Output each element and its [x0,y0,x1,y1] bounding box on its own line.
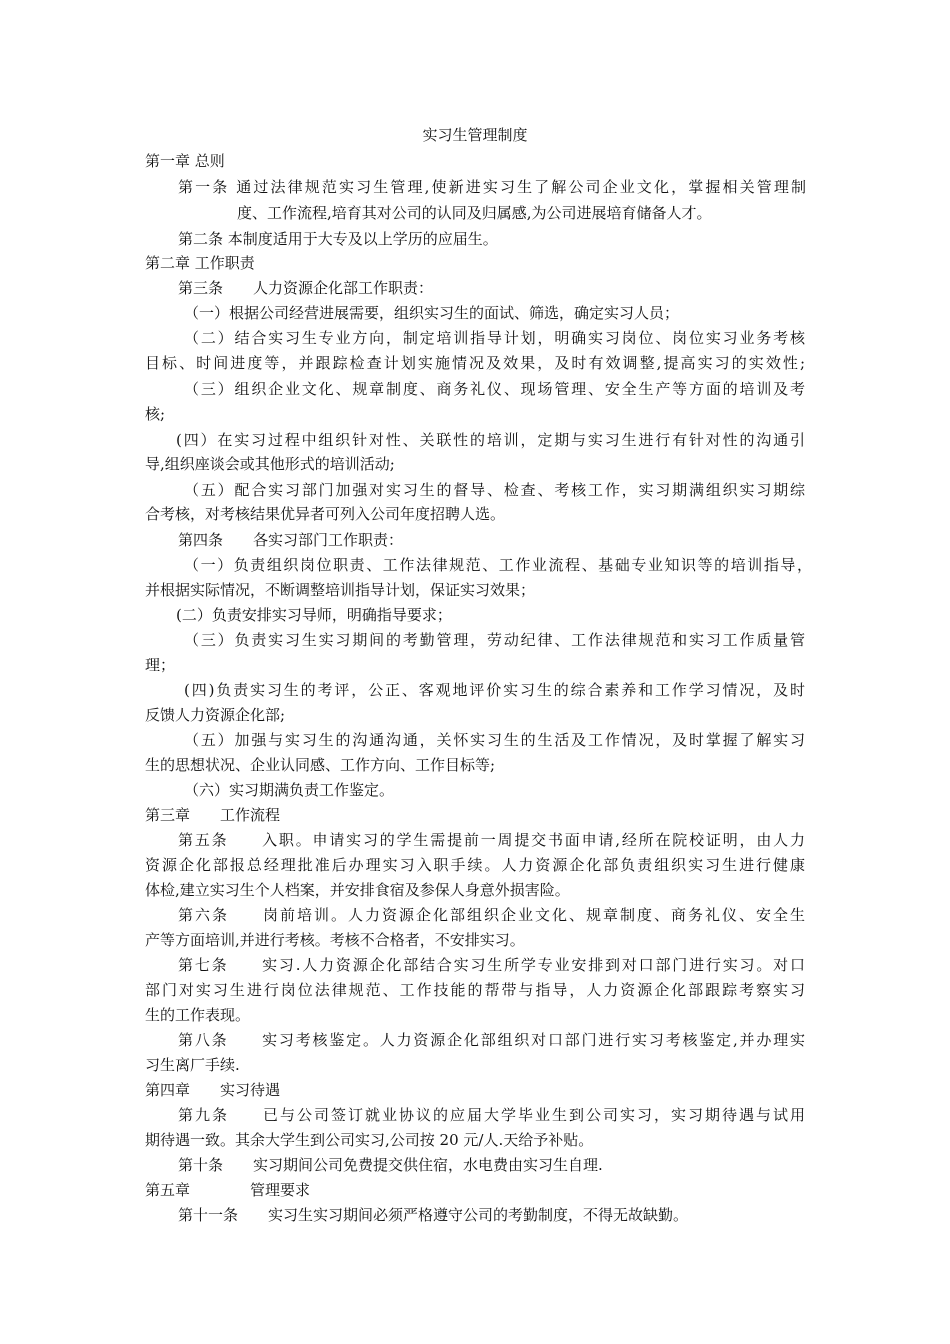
article-7-line-3: 生的工作表现。 [145,1006,251,1024]
article-3-item-2-line-1: （二）结合实习生专业方向，制定培训指导计划，明确实习岗位、岗位实习业务考核 [184,329,805,347]
article-3-item-5-line-1: （五）配合实习部门加强对实习生的督导、检查、考核工作，实习期满组织实习期综 [184,481,805,499]
chapter-4-heading: 第四章 实习待遇 [145,1081,281,1099]
article-3-item-3-line-2: 核; [145,405,166,423]
article-3-heading: 第三条 人力资源企化部工作职责： [178,279,434,297]
article-6-line-1: 第六条 岗前培训。人力资源企化部组织企业文化、规章制度、商务礼仪、安全生 [178,906,805,924]
article-4-item-6: （六）实习期满负责工作鉴定。 [184,781,395,799]
article-4-item-3-line-2: 理； [145,656,176,674]
article-1-line-1: 第一条 通过法律规范实习生管理,使新进实习生了解公司企业文化，掌握相关管理制 [178,178,806,196]
article-7-line-2: 部门对实习生进行岗位法律规范、工作技能的帮带与指导，人力资源企化部跟踪考察实习 [145,981,805,999]
article-7-line-1: 第七条 实习.人力资源企化部结合实习生所学专业安排到对口部门进行实习。对口 [178,956,805,974]
chapter-1-heading: 第一章 总则 [145,152,225,170]
article-9-line-1: 第九条 已与公司签订就业协议的应届大学毕业生到公司实习，实习期待遇与试用 [178,1106,805,1124]
article-6-line-2: 产等方面培训,并进行考核。考核不合格者，不安排实习。 [145,931,525,949]
article-3-item-2-line-2: 目标、时间进度等，并跟踪检查计划实施情况及效果，及时有效调整,提高实习的实效性; [145,354,805,372]
article-5-line-2: 资源企化部报总经理批准后办理实习入职手续。人力资源企化部负责组织实习生进行健康 [145,856,805,874]
article-3-item-5-line-2: 合考核，对考核结果优异者可列入公司年度招聘人选。 [145,505,506,523]
article-2: 第二条 本制度适用于大专及以上学历的应届生。 [178,230,498,248]
chapter-2-heading: 第二章 工作职责 [145,254,255,272]
article-4-item-1-line-2: 并根据实际情况，不断调整培训指导计划，保证实习效果； [145,581,536,599]
article-5-line-3: 体检,建立实习生个人档案，并安排食宿及参保人身意外损害险。 [145,881,570,899]
article-9-line-2: 期待遇一致。其余大学生到公司实习,公司按 20 元/人.天给予补贴。 [145,1131,594,1149]
article-3-item-1: （一）根据公司经营进展需要，组织实习生的面试、筛选，确定实习人员； [184,304,680,322]
article-1-line-2: 度、工作流程,培育其对公司的认同及归属感,为公司进展培育储备人才。 [237,204,712,222]
article-8-line-2: 习生离厂手续. [145,1056,240,1074]
article-3-item-3-line-1: （三）组织企业文化、规章制度、商务礼仪、现场管理、安全生产等方面的培训及考 [184,380,805,398]
article-4-item-5-line-1: （五）加强与实习生的沟通沟通，关怀实习生的生活及工作情况，及时掌握了解实习 [184,731,805,749]
document-title: 实习生管理制度 [422,126,528,144]
article-4-item-2: (二）负责安排实习导师，明确指导要求； [176,606,452,624]
chapter-3-heading: 第三章 工作流程 [145,806,281,824]
article-4-item-5-line-2: 生的思想状况、企业认同感、工作方向、工作目标等; [145,756,496,774]
article-4-item-4-line-2: 反馈人力资源企化部; [145,706,286,724]
article-3-item-4-line-1: (四）在实习过程中组织针对性、关联性的培训，定期与实习生进行有针对性的沟通引 [176,431,805,449]
article-5-line-1: 第五条 入职。申请实习的学生需提前一周提交书面申请,经所在院校证明，由人力 [178,831,805,849]
article-11: 第十一条 实习生实习期间必须严格遵守公司的考勤制度，不得无故缺勤。 [178,1206,689,1224]
article-4-item-1-line-1: （一）负责组织岗位职责、工作法律规范、工作业流程、基础专业知识等的培训指导， [184,556,812,574]
chapter-5-heading: 第五章 管理要求 [145,1181,311,1199]
article-10: 第十条 实习期间公司免费提交供住宿，水电费由实习生自理. [178,1156,603,1174]
article-4-item-3-line-1: （三）负责实习生实习期间的考勤管理，劳动纪律、工作法律规范和实习工作质量管 [184,631,805,649]
article-4-item-4-line-1: (四)负责实习生的考评，公正、客观地评价实习生的综合素养和工作学习情况，及时 [184,681,805,699]
article-3-item-4-line-2: 导,组织座谈会或其他形式的培训活动; [145,455,395,473]
article-8-line-1: 第八条 实习考核鉴定。人力资源企化部组织对口部门进行实习考核鉴定,并办理实 [178,1031,805,1049]
article-4-heading: 第四条 各实习部门工作职责： [178,531,404,549]
